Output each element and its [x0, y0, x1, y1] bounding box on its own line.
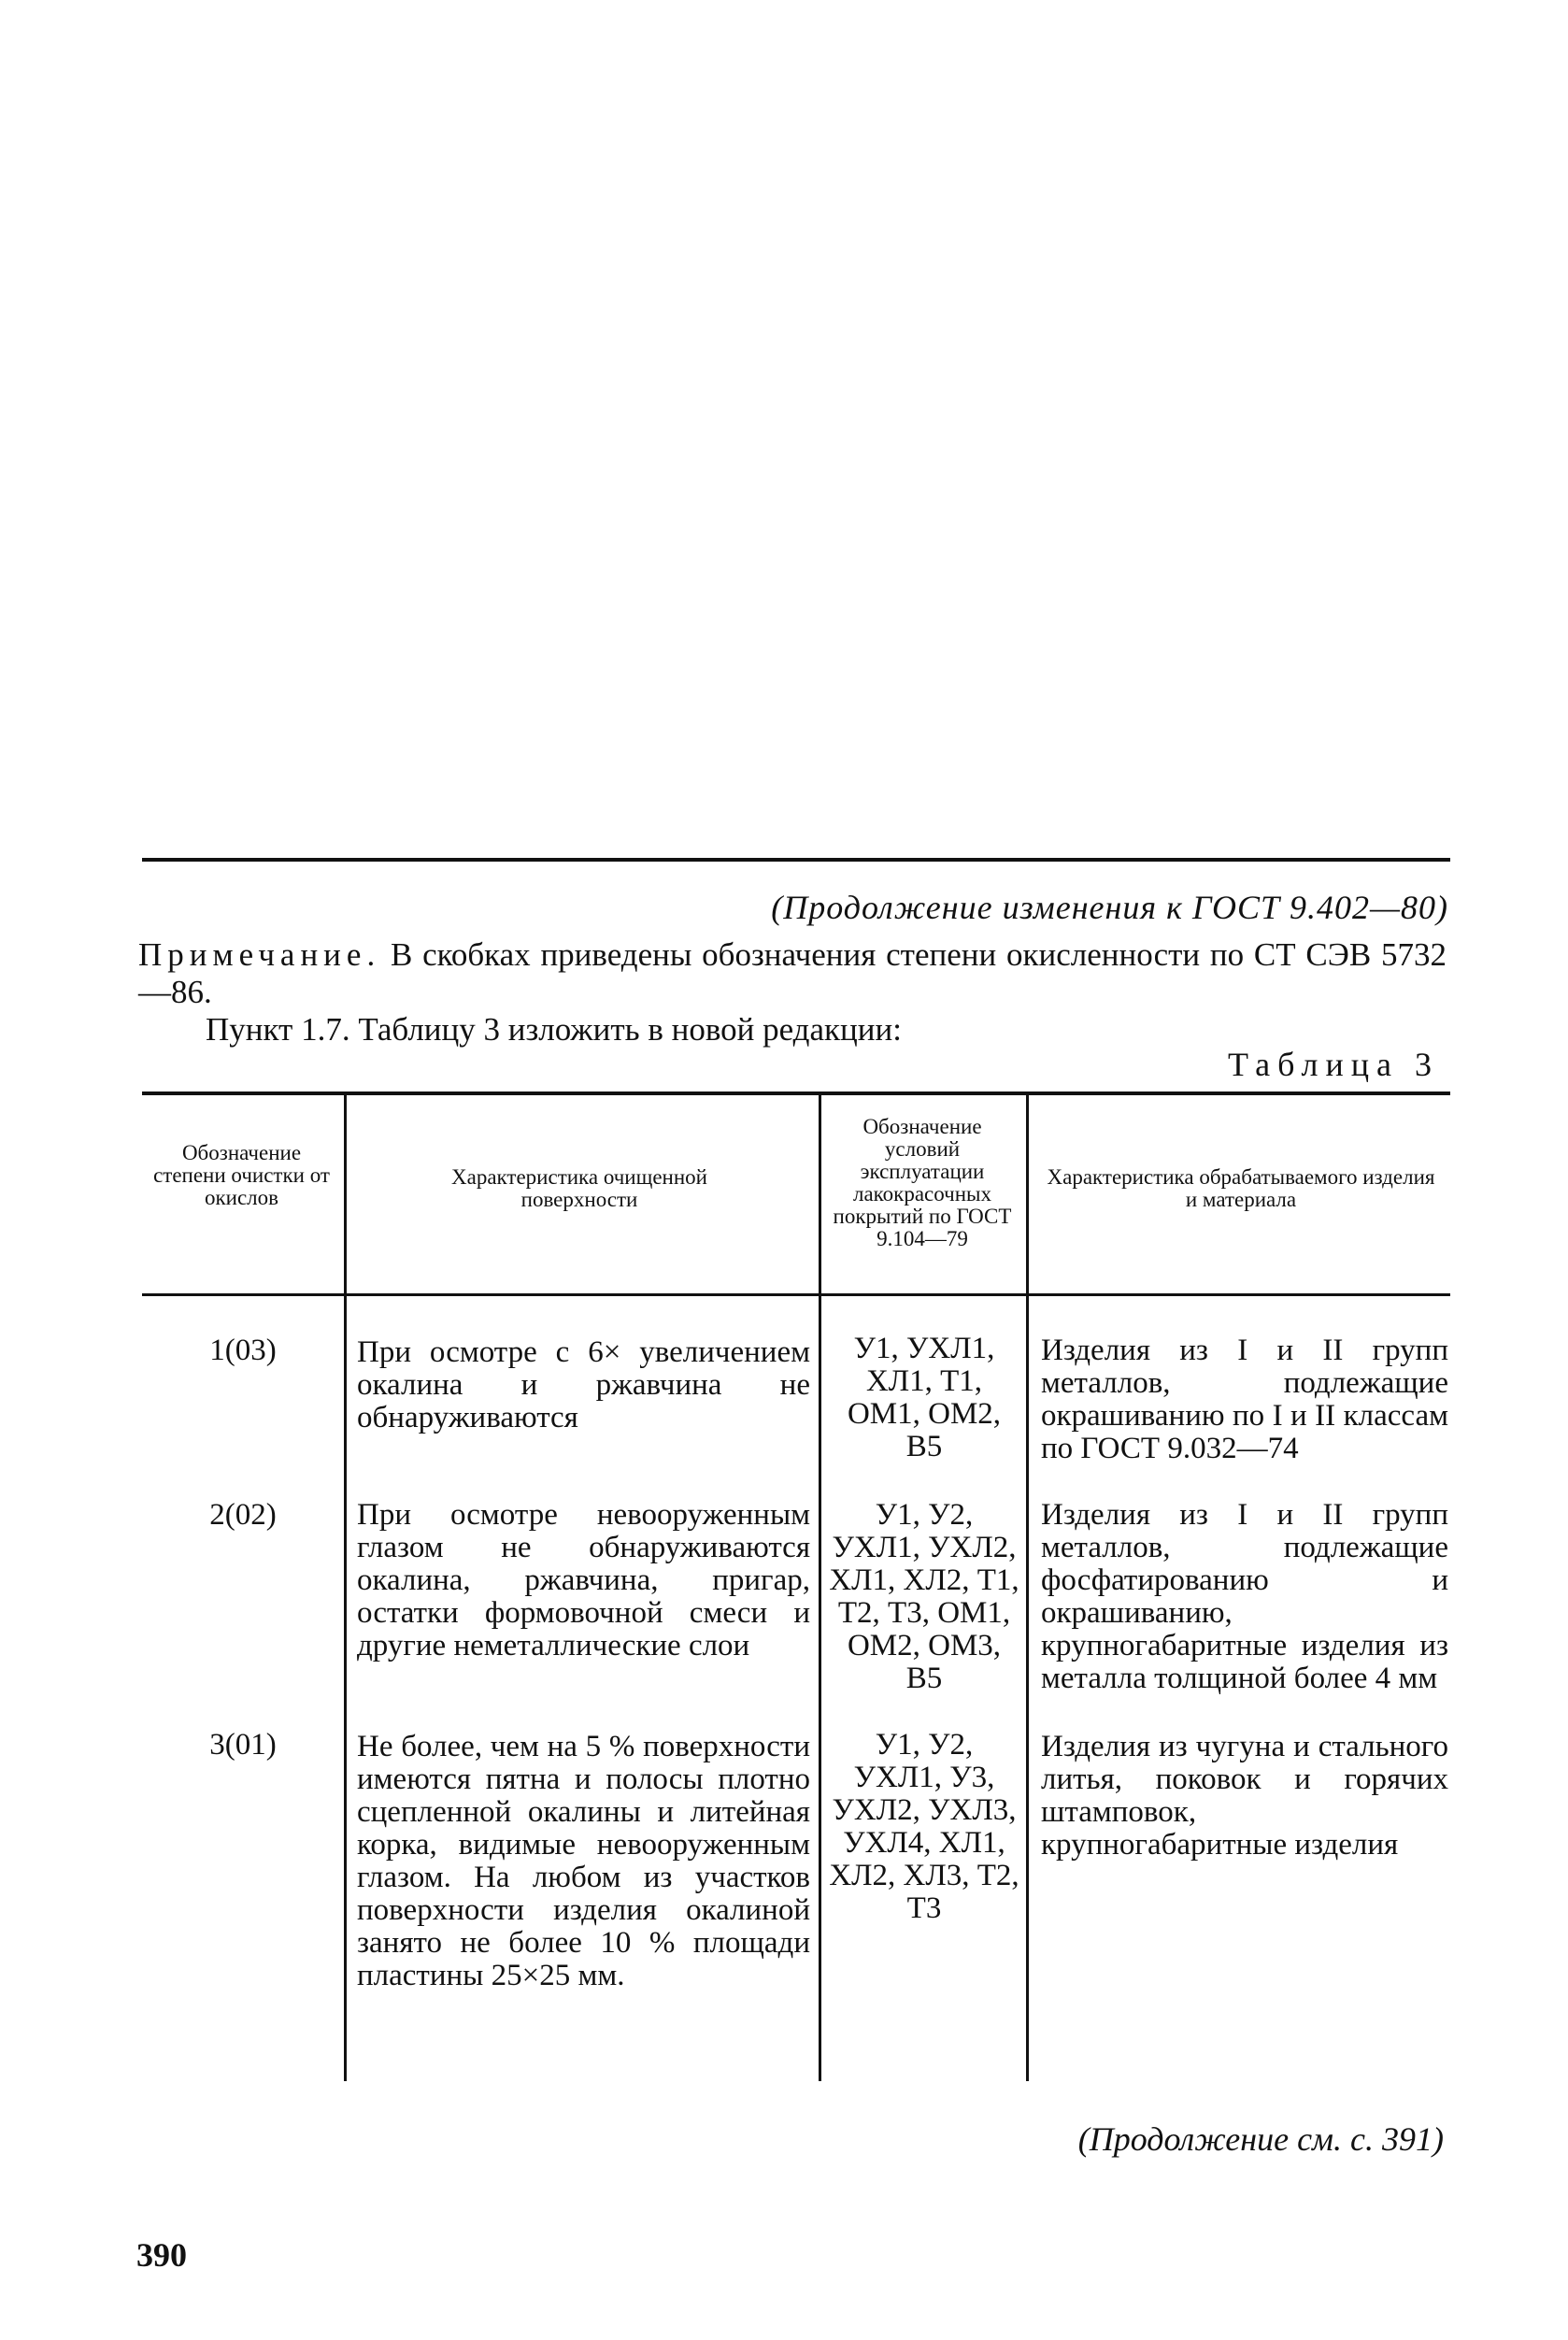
row-product: Изделия из чугуна и стального литья, поковок и горячих штамповок, крупногабаритные изделия — [1041, 1730, 1448, 1862]
point-paragraph: Пункт 1.7. Таблицу 3 изложить в новой редакции: — [206, 1011, 902, 1048]
row-surface: При осмотре невооруженным глазом не обнаруживаются окалина, ржавчина, пригар, остатки формовочной смеси и другие неметаллические слои — [357, 1498, 810, 1662]
note-label: Примечание. — [138, 936, 381, 973]
note-text: В скобках приведены обозначения степени окисленности по СТ СЭВ 5732—86. — [138, 936, 1447, 1010]
table-top-rule — [142, 1092, 1450, 1095]
running-head: (Продолжение изменения к ГОСТ 9.402—80) — [771, 889, 1448, 926]
header-product: Характеристика обрабатываемого изделия и материала — [1047, 1165, 1435, 1211]
row-degree: 2(02) — [209, 1498, 277, 1532]
column-divider-3 — [1026, 1095, 1029, 2081]
row-product: Изделия из I и II групп металлов, подлежащие фосфатированию и окрашиванию, крупногабаритные изделия из металла толщиной более 4 мм — [1041, 1498, 1448, 1695]
row-degree: 1(03) — [209, 1334, 277, 1367]
table-caption: Таблица 3 — [1228, 1046, 1439, 1083]
table-header-rule — [142, 1293, 1450, 1296]
row-conditions: У1, У2, УХЛ1, У3, УХЛ2, УХЛ3, УХЛ4, ХЛ1, ХЛ2, ХЛ3, Т2, Т3 — [829, 1728, 1019, 1925]
row-degree: 3(01) — [209, 1728, 277, 1762]
row-surface: Не более, чем на 5 % поверхности имеются пятна и полосы плотно сцепленной окалины и литейная корка, видимые невооруженным глазом. На любом из участков поверхности изделия окалиной занято не более 10 % площади пластины 25×25 мм. — [357, 1730, 810, 1992]
row-conditions: У1, У2, УХЛ1, УХЛ2, ХЛ1, ХЛ2, Т1, Т2, Т3, ОМ1, ОМ2, ОМ3, В5 — [829, 1498, 1019, 1695]
row-product: Изделия из I и II групп металлов, подлежащие окрашиванию по I и II классам по ГОСТ 9.032—74 — [1041, 1334, 1448, 1465]
top-rule — [142, 858, 1450, 862]
column-divider-1 — [344, 1095, 347, 2081]
note-paragraph — [138, 936, 1447, 1011]
header-surface: Характеристика очищенной поверхности — [451, 1165, 707, 1211]
continuation-note: (Продолжение см. с. 391) — [1077, 2120, 1444, 2158]
page-number: 390 — [136, 2236, 187, 2274]
row-conditions: У1, УХЛ1, ХЛ1, Т1, ОМ1, ОМ2, В5 — [847, 1332, 1002, 1463]
header-conditions: Обозначение условий эксплуатации лакокрасочных покрытий по ГОСТ 9.104—79 — [833, 1115, 1012, 1250]
column-divider-2 — [819, 1095, 821, 2081]
row-surface: При осмотре с 6× увеличением окалина и ржавчина не обнаруживаются — [357, 1335, 810, 1434]
header-degree: Обозначение степени очистки от окислов — [153, 1141, 330, 1209]
